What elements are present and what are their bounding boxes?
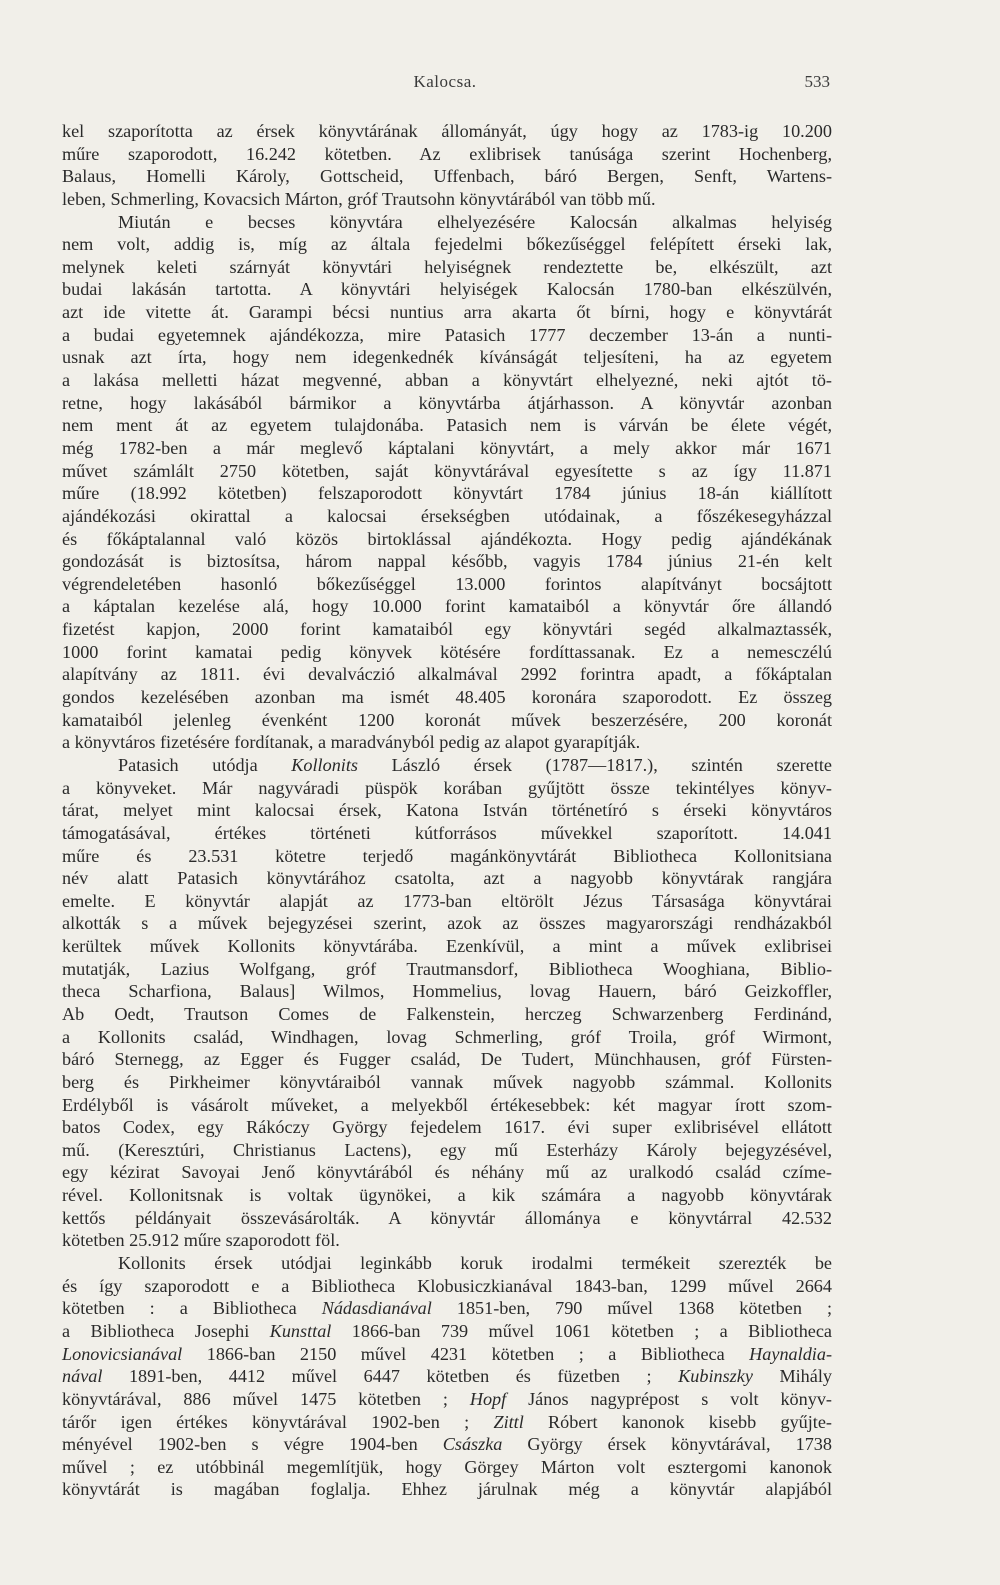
text-line: a káptalan kezelése alá, hogy 10.000 forint kamataiból a könyvtár őre állandó [62,596,832,617]
text-line: theca Scharfiona, Balaus] Wilmos, Hommelius, lovag Hauern, báró Geizkoffler, [62,981,832,1002]
text-line: tárőr igen értékes könyvtárával 1902-ben ; Zittl Róbert kanonok kisebb gyűjte- [62,1411,832,1432]
text-line: gondos kezelésében azonban ma ismét 48.405 koronára szaporodott. Ez összeg [62,687,832,708]
text-line: még 1782-ben a már meglevő káptalani könyvtárt, a mely akkor már 1671 [62,437,832,458]
text-line: Miután e becses könyvtára elhelyezésére Kalocsán alkalmas helyiség [118,211,832,232]
text-line: fizetést kapjon, 2000 forint kamataiból egy könyvtári segéd alkalmaztassék, [62,619,832,640]
page-header [60,72,830,96]
text-line: mű. (Keresztúri, Christianus Lactens), egy mű Esterházy Károly bejegyzésével, [62,1139,832,1160]
text-line: a könyveket. Már nagyváradi püspök korában gyűjtött össze tekintélyes könyv- [62,777,832,798]
text-line: retne, hogy lakásából bármikor a könyvtárba átjárhasson. A könyvtár azonban [62,392,832,413]
text-line: berg és Pirkheimer könyvtáraiból vannak művek nagyobb számmal. Kollonits [62,1071,832,1092]
text-line: támogatásával, értékes történeti kútforrásos művekkel szaporított. 14.041 [62,822,832,843]
text-line: egy kézirat Savoyai Jenő könyvtárából és néhány mű az uralkodó család czíme- [62,1162,832,1183]
text-line: a könyvtáros fizetésére fordítanak, a maradványból pedig az alapot gyarapítják. [62,732,641,753]
text-line: kötetben 25.912 műre szaporodott föl. [62,1230,340,1251]
text-line: műre (18.992 kötetben) felszaporodott könyvtárt 1784 június 18-án kiállított [62,483,832,504]
text-line: művel ; ez utóbbinál megemlítjük, hogy Görgey Márton volt esztergomi kanonok [62,1456,832,1477]
text-line: művet számlált 2750 kötetben, saját könyvtárával egyesítette s az így 11.871 [62,460,832,481]
text-line: emelte. E könyvtár alapját az 1773-ban eltörölt Jézus Társasága könyvtárai [62,890,832,911]
text-line: gondozását is biztosítsa, három nappal később, vagyis 1784 június 21-én kelt [62,551,832,572]
text-line: ményével 1902-ben s végre 1904-ben Császka György érsek könyvtárával, 1738 [62,1434,832,1455]
text-line: Balaus, Homelli Károly, Gottscheid, Uffenbach, báró Bergen, Senft, Wartens- [62,166,832,187]
text-line: végrendeletében hasonló bőkezűséggel 13.000 forintos alapítványt bocsájtott [62,573,832,594]
text-line: tárat, melyet mint kalocsai érsek, Katona István történetíró s érseki könyvtáros [62,800,832,821]
text-line: Erdélyből is vásárolt műveket, a melyekből értékesebbek: két magyar írott szom- [62,1094,832,1115]
text-line: 1000 forint kamatai pedig könyvek kötésére fordíttassanak. Ez a nemesczélú [62,641,832,662]
text-line: kötetben : a Bibliotheca Nádasdianával 1851-ben, 790 művel 1368 kötetben ; [62,1298,832,1319]
text-line: Patasich utódja Kollonits László érsek (1787—1817.), szintén szerette [118,754,832,775]
text-line: usnak azt írta, hogy nem idegenkednék kívánságát teljesíteni, ha az egyetem [62,347,832,368]
text-line: báró Sternegg, az Egger és Fugger család, De Tudert, Münchhausen, gróf Fürsten- [62,1049,832,1070]
text-line: nem ment át az egyetem tulajdonába. Patasich nem is várván be élete végét, [62,415,832,436]
text-line: batos Codex, egy Rákóczy György fejedelem 1617. évi super exlibrisével ellátott [62,1117,832,1138]
text-line: mutatják, Lazius Wolfgang, gróf Trautmansdorf, Bibliotheca Wooghiana, Biblio- [62,958,832,979]
text-line: a lakása melletti házat megvenné, abban a könyvtárt elhelyezné, neki ajtót tö- [62,370,832,391]
text-line: alapítvány az 1811. évi devalváczió alkalmával 2992 forintra apadt, a főkáptalan [62,664,832,685]
text-line: név alatt Patasich könyvtárához csatolta, azt a nagyobb könyvtárak rangjára [62,868,832,889]
text-line: alkották s a művek bejegyzései szerint, azok az összes magyarországi rendházakból [62,913,832,934]
text-line: leben, Schmerling, Kovacsich Márton, gróf Trautsohn könyvtárából van több mű. [62,188,656,209]
text-line: kettős példányait összevásárolták. A könyvtár állománya e könyvtárral 42.532 [62,1207,832,1228]
page-number: 533 [804,72,830,91]
text-line: melynek keleti szárnyát könyvtári helyiségnek rendeztette be, elkészült, azt [62,256,832,277]
text-line: műre szaporodott, 16.242 kötetben. Az exlibrisek tanúsága szerint Hochenberg, [62,143,832,164]
text-line: könyvtárával, 886 művel 1475 kötetben ; Hopf János nagyprépost s volt könyv- [62,1388,832,1409]
text-line: könyvtárát is magában foglalja. Ehhez járulnak még a könyvtár alapjából [62,1479,832,1500]
running-head: Kalocsa. [413,72,477,91]
text-line: kel szaporította az érsek könyvtárának állományát, úgy hogy az 1783-ig 10.200 [62,121,832,141]
text-line: és így szaporodott e a Bibliotheca Klobusiczkianával 1843-ban, 1299 művel 2664 [62,1275,832,1296]
text-line: rével. Kollonitsnak is voltak ügynökei, a kik számára a nagyobb könyvtárak [62,1185,832,1206]
text-line: nával 1891-ben, 4412 művel 6447 kötetben és füzetben ; Kubinszky Mihály [62,1366,832,1387]
text-line: kerültek művek Kollonits könyvtárába. Ezenkívül, a mint a művek exlibrisei [62,936,832,957]
text-line: Lonovicsianával 1866-ban 2150 művel 4231 kötetben ; a Bibliotheca Haynaldia- [62,1343,832,1364]
text-line: műre és 23.531 kötetre terjedő magánkönyvtárát Bibliotheca Kollonitsiana [62,845,832,866]
text-line: Ab Oedt, Trautson Comes de Falkenstein, herczeg Schwarzenberg Ferdinánd, [62,1003,832,1024]
text-line: a Kollonits család, Windhagen, lovag Schmerling, gróf Troila, gróf Wirmont, [62,1026,832,1047]
text-line: budai lakásán tartotta. A könyvtári helyiségek Kalocsán 1780-ban elkészülvén, [62,279,832,300]
text-line: a budai egyetemnek ajándékozza, mire Patasich 1777 deczember 13-án a nunti- [62,324,832,345]
text-line: és főkáptalannal való közös birtoklással ajándékozta. Hogy pedig ajándékának [62,528,832,549]
text-line: ajándékozási okirattal a kalocsai érsekségben utódainak, a főszékesegyházzal [62,505,832,526]
text-line: nem volt, addig is, míg az általa fejedelmi bőkezűséggel felépített érseki lak, [62,234,832,255]
text-line: azt ide vitette át. Garampi bécsi nuntius arra akarta őt bírni, hogy e könyvtárát [62,302,832,323]
text-line: Kollonits érsek utódjai leginkább koruk irodalmi termékeit szerezték be [118,1253,832,1274]
text-line: kamataiból jelenleg évenként 1200 koronát művek beszerzésére, 200 koronát [62,709,832,730]
text-line: a Bibliotheca Josephi Kunsttal 1866-ban 739 művel 1061 kötetben ; a Bibliotheca [62,1320,832,1341]
body-text [62,120,832,1501]
